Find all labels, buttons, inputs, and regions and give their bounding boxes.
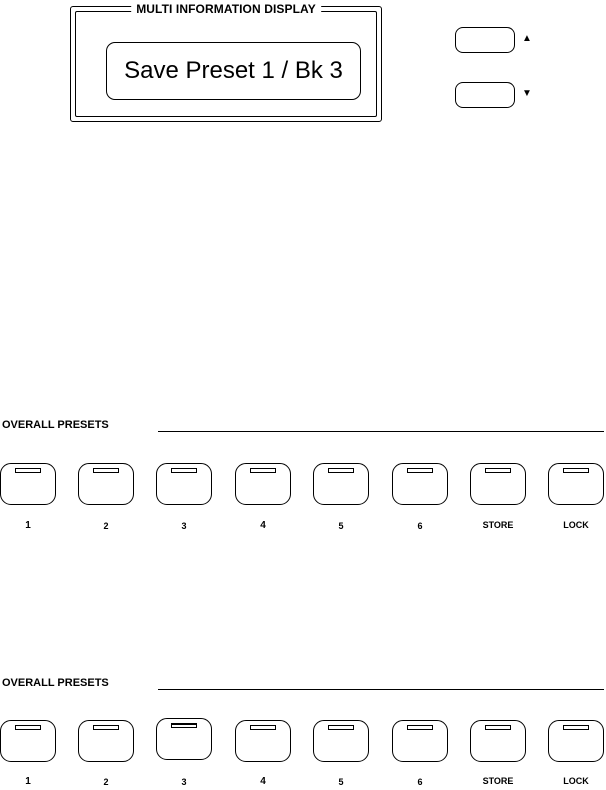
- preset-led: [15, 725, 41, 730]
- preset-label-3: 3: [181, 777, 187, 787]
- preset-label-5: 5: [338, 777, 344, 787]
- preset-label-6: 6: [417, 521, 423, 531]
- preset-led: [93, 725, 119, 730]
- preset-led: [15, 468, 41, 473]
- preset-led: [171, 468, 197, 473]
- preset-led: [563, 468, 589, 473]
- lock-button[interactable]: [548, 463, 604, 505]
- preset-label-3: 3: [181, 521, 187, 531]
- preset-led: [250, 468, 276, 473]
- multi-information-display: [70, 2, 382, 122]
- preset-button-6[interactable]: [392, 463, 448, 505]
- triangle-down-icon: ▼: [522, 88, 532, 99]
- preset-label-1: 1: [25, 520, 31, 531]
- up-button[interactable]: [455, 27, 515, 53]
- lock-button[interactable]: [548, 720, 604, 762]
- store-button[interactable]: [470, 720, 526, 762]
- preset-button-4[interactable]: [235, 720, 291, 762]
- preset-led: [93, 468, 119, 473]
- store-button[interactable]: [470, 463, 526, 505]
- preset-led: [407, 725, 433, 730]
- preset-led: [485, 468, 511, 473]
- preset-label-2: 2: [103, 777, 109, 787]
- preset-led: [485, 725, 511, 730]
- preset-button-3[interactable]: [156, 463, 212, 505]
- preset-label-5: 5: [338, 521, 344, 531]
- lock-label: LOCK: [563, 776, 589, 786]
- preset-label-4: 4: [260, 520, 266, 531]
- down-button[interactable]: [455, 82, 515, 108]
- preset-button-2[interactable]: [78, 720, 134, 762]
- preset-button-4[interactable]: [235, 463, 291, 505]
- preset-led: [407, 468, 433, 473]
- store-label: STORE: [482, 520, 514, 530]
- store-label: STORE: [482, 776, 514, 786]
- preset-button-5[interactable]: [313, 463, 369, 505]
- preset-led: [328, 725, 354, 730]
- lock-label: LOCK: [563, 520, 589, 530]
- preset-button-5[interactable]: [313, 720, 369, 762]
- section-divider: [158, 689, 604, 690]
- triangle-up-icon: ▲: [522, 33, 532, 44]
- preset-button-1[interactable]: [0, 463, 56, 505]
- preset-button-2[interactable]: [78, 463, 134, 505]
- section-divider: [158, 431, 604, 432]
- preset-button-1[interactable]: [0, 720, 56, 762]
- preset-label-6: 6: [417, 777, 423, 787]
- preset-button-3[interactable]: [156, 718, 212, 760]
- display-title: MULTI INFORMATION DISPLAY: [131, 2, 321, 16]
- preset-led: [250, 725, 276, 730]
- preset-led: [328, 468, 354, 473]
- section-title: OVERALL PRESETS: [2, 677, 109, 689]
- preset-button-6[interactable]: [392, 720, 448, 762]
- display-inner-frame: [75, 2, 377, 117]
- preset-label-4: 4: [260, 776, 266, 787]
- preset-led-lit: [171, 723, 197, 728]
- preset-led: [563, 725, 589, 730]
- preset-label-1: 1: [25, 776, 31, 787]
- preset-label-2: 2: [103, 521, 109, 531]
- display-screen: Save Preset 1 / Bk 3: [106, 42, 361, 100]
- section-title: OVERALL PRESETS: [2, 419, 109, 431]
